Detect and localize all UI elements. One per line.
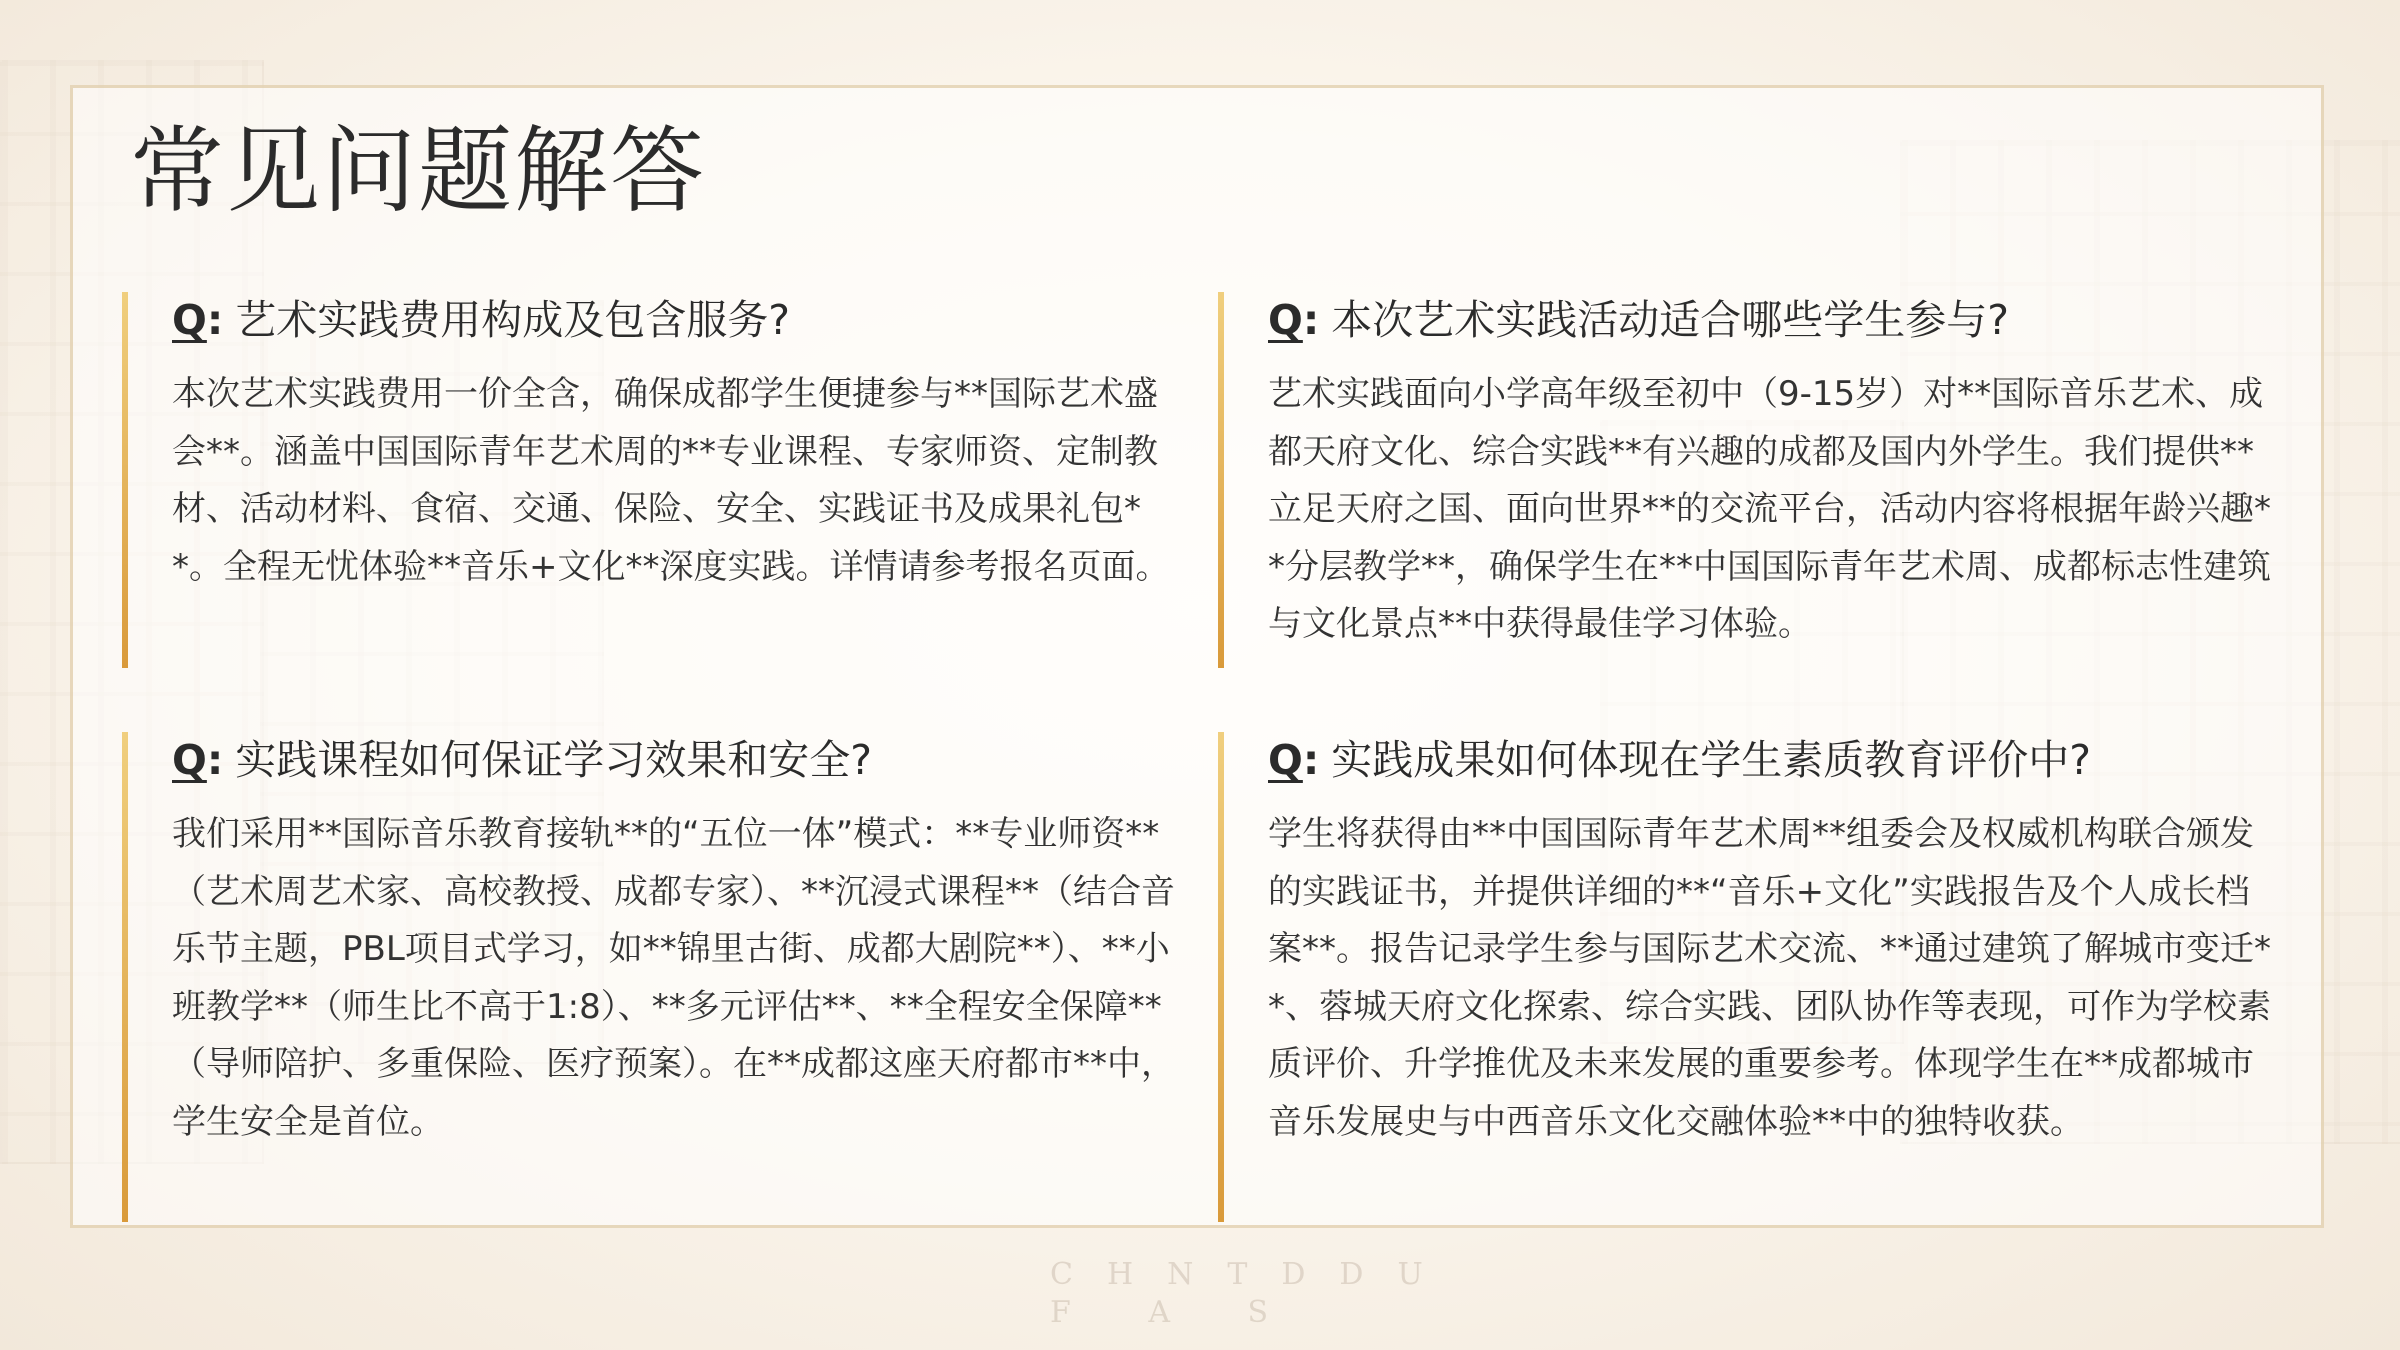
- faq-question: 艺术实践费用构成及包含服务?: [235, 296, 791, 344]
- watermark-line-1: CHNTDDU: [1050, 1257, 1457, 1292]
- question-colon: :: [206, 296, 224, 344]
- question-colon: :: [1302, 296, 1320, 344]
- question-colon: :: [1302, 736, 1320, 784]
- faq-answer: 艺术实践面向小学高年级至初中（9-15岁）对**国际音乐艺术、成都天府文化、综合实践**有兴趣的成都及国内外学生。我们提供**立足天府之国、面向世界**的交流平台，活动内容将根据年龄兴趣**分层教学**，确保学生在**中国国际青年艺术周、成都标志性建筑与文化景点**中获得最佳学习体验。: [1268, 374, 2271, 644]
- faq-question: 实践成果如何体现在学生素质教育评价中?: [1331, 736, 2092, 784]
- faq-question: 实践课程如何保证学习效果和安全?: [235, 736, 873, 784]
- question-prefix: Q: [172, 736, 207, 784]
- faq-answer: 我们采用**国际音乐教育接轨**的“五位一体”模式：**专业师资**（艺术周艺术家、高校教授、成都专家）、**沉浸式课程**（结合音乐节主题，PBL项目式学习，如**锦里古街、成都大剧院**）、**小班教学**（师生比不高于1:8）、**多元评估**、**全程安全保障**（导师陪护、多重保险、医疗预案）。在**成都这座天府都市**中，学生安全是首位。: [172, 814, 1175, 1142]
- faq-question-row: [172, 292, 1184, 348]
- question-prefix: Q: [172, 296, 207, 344]
- question-colon: :: [206, 736, 224, 784]
- faq-card-safety: [122, 732, 1184, 1222]
- page-title: 常见问题解答: [130, 117, 707, 226]
- faq-question-row: [1268, 732, 2280, 788]
- faq-question: 本次艺术实践活动适合哪些学生参与?: [1331, 296, 2010, 344]
- faq-question-row: [1268, 292, 2280, 348]
- question-prefix: Q: [1268, 736, 1303, 784]
- faq-answer: 本次艺术实践费用一价全含，确保成都学生便捷参与**国际艺术盛会**。涵盖中国国际青年艺术周的**专业课程、专家师资、定制教材、活动材料、食宿、交通、保险、安全、实践证书及成果礼包**。全程无忧体验**音乐+文化**深度实践。详情请参考报名页面。: [172, 374, 1170, 587]
- background-watermark: [1050, 1256, 1457, 1332]
- faq-question-row: [172, 732, 1184, 788]
- faq-card-fees: [122, 292, 1184, 668]
- question-prefix: Q: [1268, 296, 1303, 344]
- faq-card-eligibility: [1218, 292, 2280, 668]
- faq-card-outcomes: [1218, 732, 2280, 1222]
- faq-answer: 学生将获得由**中国国际青年艺术周**组委会及权威机构联合颁发的实践证书，并提供详细的**“音乐+文化”实践报告及个人成长档案**。报告记录学生参与国际艺术交流、**通过建筑了解城市变迁**、蓉城天府文化探索、综合实践、团队协作等表现，可作为学校素质评价、升学推优及未来发展的重要参考。体现学生在**成都城市音乐发展史与中西音乐文化交融体验**中的独特收获。: [1268, 814, 2271, 1142]
- watermark-line-2: F A S: [1050, 1295, 1303, 1330]
